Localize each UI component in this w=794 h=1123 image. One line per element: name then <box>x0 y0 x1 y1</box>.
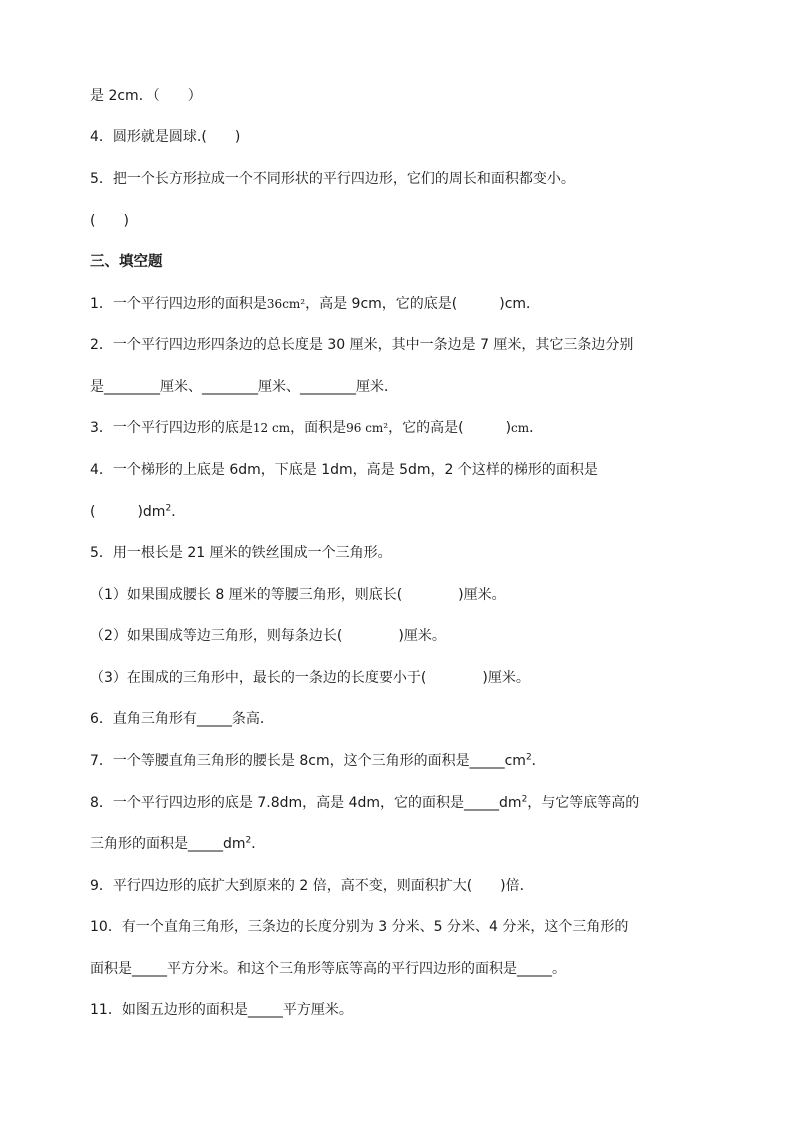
q3-5 <box>90 543 704 563</box>
text: （2）如果围成等边三角形，则每条边长( )厘米。 <box>90 628 446 644</box>
q2-3-tail <box>90 86 704 106</box>
q3-7 <box>90 751 704 771</box>
superscript: 2 <box>521 794 528 805</box>
q3-6 <box>90 709 704 729</box>
q2-5-answer <box>90 211 704 231</box>
text: 11．如图五边形的面积是_____平方厘米。 <box>90 1002 353 1018</box>
text: 6．直角三角形有_____条高． <box>90 711 274 727</box>
superscript: 2 <box>245 835 252 846</box>
text: （3）在围成的三角形中，最长的一条边的长度要小于( )厘米。 <box>90 670 530 686</box>
text: 面积是_____平方分米。和这个三角形等底等高的平行四边形的面积是_____。 <box>90 961 566 977</box>
q3-1 <box>90 294 704 314</box>
q3-10-cont <box>90 959 704 979</box>
q3-4 <box>90 460 704 480</box>
text: 是________厘米、________厘米、________厘米． <box>90 379 398 395</box>
q3-11 <box>90 1000 704 1020</box>
text: 5．把一个长方形拉成一个不同形状的平行四边形，它们的周长和面积都变小。 <box>90 171 575 187</box>
text: ，面积是 <box>290 420 347 436</box>
q3-5-2 <box>90 626 704 646</box>
text: 4．一个梯形的上底是 6dm，下底是 1dm，高是 5dm，2 个这样的梯形的面积是 <box>90 462 598 478</box>
text: 2．一个平行四边形四条边的总长度是 30 厘米，其中一条边是 7 厘米，其它三条边分别 <box>90 337 634 353</box>
unit: 96 cm² <box>346 421 389 435</box>
q3-8 <box>90 793 704 813</box>
q3-10 <box>90 917 704 937</box>
unit: 36cm² <box>266 297 306 311</box>
q3-2-cont <box>90 377 704 397</box>
superscript: 2 <box>165 503 172 514</box>
q3-2 <box>90 335 704 355</box>
text: 10．有一个直角三角形，三条边的长度分别为 3 分米、5 分米、4 分米，这个三角形的 <box>90 919 629 935</box>
unit: cm <box>511 421 530 435</box>
q3-3 <box>90 418 704 438</box>
q3-5-1 <box>90 585 704 605</box>
text: 是 2cm．（ ） <box>90 88 202 104</box>
text: 三、填空题 <box>90 254 163 270</box>
text: 7．一个等腰直角三角形的腰长是 8cm，这个三角形的面积是_____cm <box>90 753 526 769</box>
q3-4-cont <box>90 502 704 522</box>
text: ． <box>529 420 544 436</box>
text: ( ) <box>90 213 129 229</box>
text: 9．平行四边形的底扩大到原来的 2 倍，高不变，则面积扩大( )倍． <box>90 878 534 894</box>
text: ( )dm <box>90 504 166 520</box>
text: ． <box>251 836 266 852</box>
q2-4 <box>90 127 704 147</box>
text: 1．一个平行四边形的面积是 <box>90 296 267 312</box>
text: ，与它等底等高的 <box>527 795 640 811</box>
text: 8．一个平行四边形的底是 7.8dm，高是 4dm，它的面积是_____dm <box>90 795 522 811</box>
unit: 12 cm <box>252 421 291 435</box>
text: 三角形的面积是_____dm <box>90 836 246 852</box>
section-heading-fill-blank <box>90 252 704 272</box>
text: ． <box>531 753 546 769</box>
text: ，高是 9cm，它的底是( )cm． <box>305 296 541 312</box>
text: （1）如果围成腰长 8 厘米的等腰三角形，则底长( )厘米。 <box>90 587 506 603</box>
text: 3．一个平行四边形的底是 <box>90 420 253 436</box>
q3-9 <box>90 876 704 896</box>
q3-8-cont <box>90 834 704 854</box>
text: ，它的高是( ) <box>388 420 512 436</box>
q2-5 <box>90 169 704 189</box>
text: ． <box>171 504 186 520</box>
superscript: 2 <box>525 752 532 763</box>
text: 4．圆形就是圆球.( ) <box>90 129 241 145</box>
text: 5．用一根长是 21 厘米的铁丝围成一个三角形。 <box>90 545 392 561</box>
q3-5-3 <box>90 668 704 688</box>
